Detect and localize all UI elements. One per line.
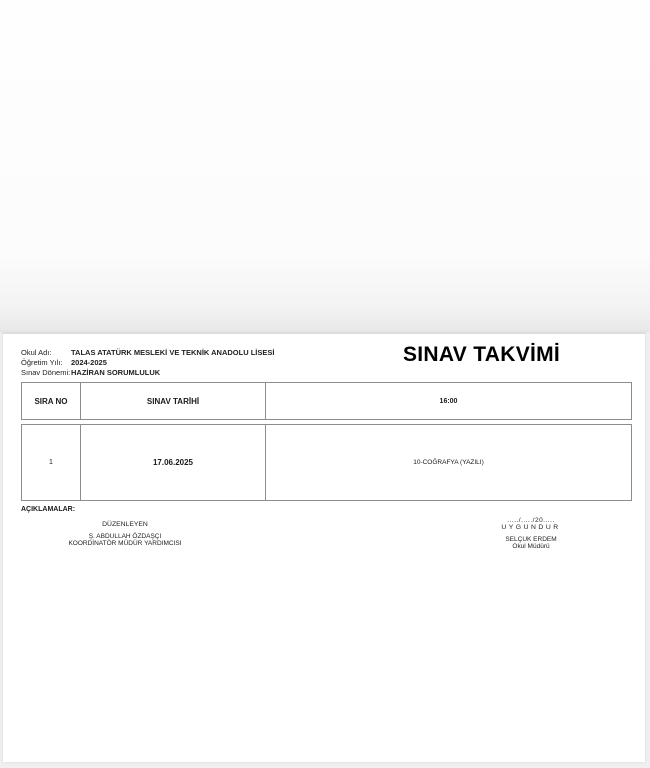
approval-date-line: ...../...../20..... (507, 517, 555, 524)
header-cell-sira-no: SIRA NO (22, 383, 81, 419)
exam-schedule-table (21, 382, 632, 501)
header-cell-sinav-tarihi: SINAV TARİHİ (81, 383, 266, 419)
row-cell-sira-no: 1 (22, 425, 81, 500)
table-row (21, 424, 632, 501)
school-info-block (21, 348, 274, 378)
preparer-role-label: DÜZENLEYEN (102, 521, 148, 528)
approver-signature-block (443, 517, 619, 550)
school-name-row (21, 348, 274, 358)
approver-title: Okul Müdürü (512, 542, 550, 550)
remarks-label: AÇIKLAMALAR: (21, 506, 76, 513)
row-cell-exam-date: 17.06.2025 (81, 425, 266, 500)
academic-year-row (21, 358, 274, 368)
row-cell-exam-subject: 10-COĞRAFYA (YAZILI) (413, 459, 484, 466)
exam-period-label: Sınav Dönemi: (21, 368, 71, 377)
school-name-label: Okul Adı: (21, 348, 52, 357)
preparer-signature-block (37, 521, 213, 547)
document-page (3, 333, 645, 762)
preparer-title: KOORDİNATÖR MÜDÜR YARDIMCISI (68, 539, 182, 547)
table-header-row (21, 382, 632, 420)
academic-year-label: Öğretim Yılı: (21, 358, 63, 367)
preparer-name: Ş. ABDULLAH ÖZDAŞÇI (88, 533, 162, 540)
academic-year-value: 2024-2025 (71, 358, 107, 367)
header-cell-time: 16:00 (439, 397, 458, 405)
page-title: SINAV TAKVİMİ (402, 343, 561, 366)
exam-period-row (21, 368, 274, 378)
exam-period-value: HAZİRAN SORUMLULUK (71, 368, 161, 377)
approval-label: UYGUNDUR (501, 524, 561, 531)
viewer-background-top (0, 0, 650, 333)
approver-name: SELÇUK ERDEM (505, 536, 557, 543)
school-name-value: TALAS ATATÜRK MESLEKİ VE TEKNİK ANADOLU LİSESİ (71, 348, 275, 357)
